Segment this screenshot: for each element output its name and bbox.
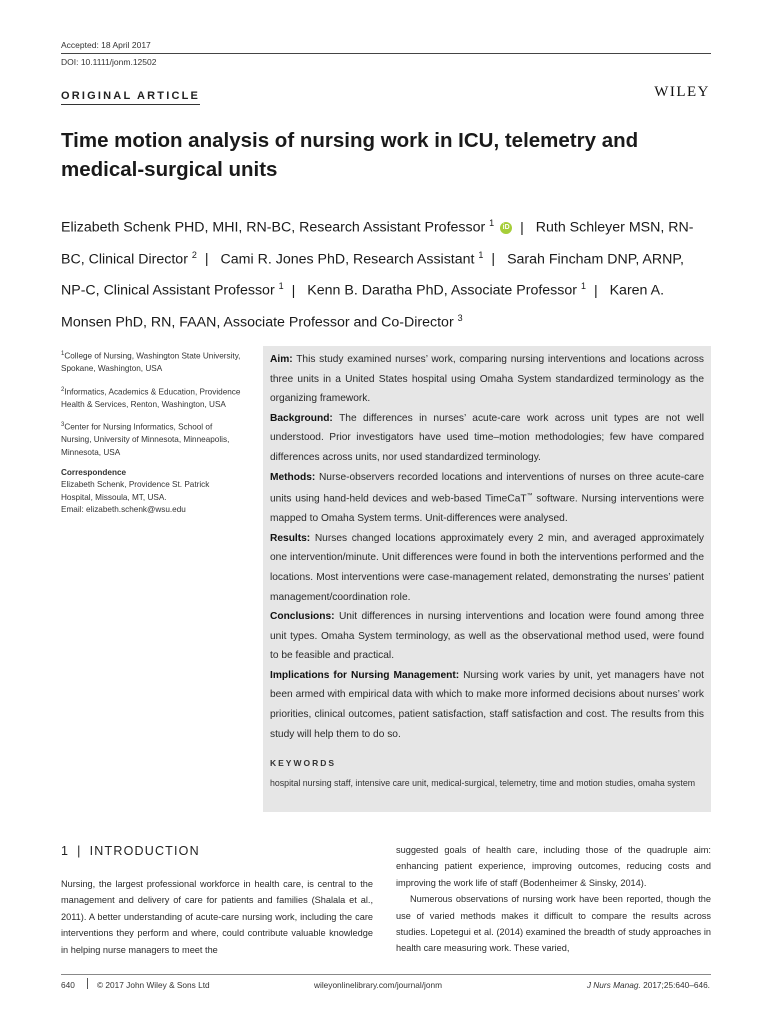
author-separator: | — [491, 251, 496, 268]
abstract-implications-heading: Implications for Nursing Management: — [270, 669, 460, 681]
abstract-conclusions-heading: Conclusions: — [270, 611, 335, 623]
correspondence-email[interactable]: Email: elizabeth.schenk@wsu.edu — [61, 505, 186, 515]
abstract-aim-text: This study examined nurses’ work, comparing nursing interventions and locations across three units in a United States hospital using Omaha System standardized terminology as the organizing framework. — [270, 354, 704, 405]
author-affiliation-mark: 2 — [191, 249, 197, 260]
citation-details: 2017;25:640–646. — [640, 980, 710, 990]
doi: DOI: 10.1111/jonm.12502 — [61, 57, 157, 67]
body-paragraph: Numerous observations of nursing work have been reported, though the use of varied methods makes it difficult to compare the results across studies. Lopetegui et al. (2014) examined the breadth of study approaches in health care measuring work. These varied, — [396, 894, 711, 954]
abstract-background-heading: Background: — [270, 412, 333, 424]
correspondence-block — [61, 467, 241, 517]
keywords-heading: KEYWORDS — [270, 758, 337, 768]
abstract-results-text: Nurses changed locations approximately every 2 min, and averaged approximately one intervention/minute. Unit differences were found in both the interventions performed and the locations. Most interventions were case-management related, demonstrating the nurses’ patient management/coordination role. — [270, 532, 704, 603]
body-column-left — [61, 876, 373, 958]
author-affiliation-mark: 3 — [457, 313, 463, 324]
section-number: 1 — [61, 844, 70, 858]
abstract-implications-text: Nursing work varies by unit, yet managers have not been armed with empirical data with which to make more informed decisions about nurses’ work priorities, clinical outcomes, patient satisfaction, staff satisfaction and cost. The results from this study will help them to do so. — [270, 669, 704, 740]
abstract-methods-text: Nurse-observers recorded locations and interventions of nurses on three acute-care units using hand-held devices and web-based TimeCaT — [270, 471, 704, 505]
abstract-conclusions — [270, 607, 704, 666]
accepted-date: Accepted: 18 April 2017 — [61, 40, 151, 50]
footer-rule — [61, 974, 711, 975]
orcid-icon[interactable]: iD — [500, 222, 512, 234]
abstract-methods-heading: Methods: — [270, 471, 316, 483]
affiliation-text: Informatics, Academics & Education, Providence Health & Services, Renton, Washington, USA — [61, 387, 241, 409]
body-paragraph: Nursing, the largest professional workforce in health care, is central to the management and delivery of care for patients and families (Shalala et al., 2011). A better understanding of acute-care nursing work, including the care interventions they perform and where, could contribute valuable knowledge in helping nurse managers to meet the — [61, 879, 373, 955]
author-affiliation-mark: 1 — [489, 218, 495, 228]
affiliation — [61, 419, 241, 459]
author-separator: | — [520, 219, 524, 236]
affiliation-text: Center for Nursing Informatics, School of Nursing, University of Minnesota, Minneapolis, Minnesota, USA — [61, 422, 230, 457]
section-title: INTRODUCTION — [89, 844, 200, 858]
author-name: Karen A. Monsen PhD, RN, FAAN, Associate Professor and Co-Director — [61, 283, 665, 331]
author-affiliation-mark: 1 — [278, 281, 284, 292]
page-number: 640 — [61, 980, 75, 990]
author-separator: | — [291, 283, 296, 300]
abstract-methods-text-cont: software. Nursing interventions were mapped to Omaha System terms. Unit-differences were analysed. — [270, 493, 705, 525]
body-column-right — [396, 842, 711, 957]
author-name: Ruth Schleyer MSN, RN-BC, Clinical Director — [61, 219, 694, 268]
publisher-logo: WILEY — [654, 84, 710, 100]
author-name: Cami R. Jones PhD, Research Assistant — [220, 251, 475, 268]
abstract-background — [270, 409, 704, 468]
abstract-results-heading: Results: — [270, 532, 311, 544]
article-type-label: ORIGINAL ARTICLE — [61, 90, 200, 105]
section-separator: | — [77, 844, 82, 858]
abstract-implications — [270, 666, 704, 744]
author-separator: | — [204, 251, 209, 268]
body-paragraph: suggested goals of health care, including those of the quadruple aim: enhancing patient experience, improving outcomes, reducing costs and improving the work life of staff (Bodenheimer & Sinsky, 2014). — [396, 845, 711, 888]
correspondence-address: Elizabeth Schenk, Providence St. Patrick Hospital, Missoula, MT, USA. — [61, 480, 210, 502]
affiliation-text: College of Nursing, Washington State University, Spokane, Washington, USA — [61, 351, 241, 374]
paper-title: Time motion analysis of nursing work in ICU, telemetry and medical-surgical units — [61, 129, 639, 181]
correspondence-heading: Correspondence — [61, 468, 127, 478]
abstract-aim — [270, 350, 704, 409]
abstract-methods — [270, 468, 704, 529]
section-heading — [61, 844, 200, 858]
keywords-list: hospital nursing staff, intensive care unit, medical-surgical, telemetry, time and motion studies, omaha system — [270, 778, 696, 788]
trademark-mark: ™ — [526, 493, 533, 500]
author-name: Elizabeth Schenk PHD, MHI, RN-BC, Research Assistant Professor — [61, 219, 486, 236]
journal-url[interactable]: wileyonlinelibrary.com/journal/jonm — [314, 980, 443, 990]
author-list — [61, 210, 711, 337]
copyright: © 2017 John Wiley & Sons Ltd — [97, 980, 210, 990]
affiliations-column — [61, 348, 241, 517]
journal-name: J Nurs Manag. — [586, 980, 641, 990]
author-separator: | — [593, 283, 598, 300]
affiliation-number: 1 — [61, 351, 65, 357]
abstract-background-text: The differences in nurses’ acute-care work across unit types are not well understood. Prior investigators have used time–motion methodologies; few have compared differences across units, nor used standardized terminology. — [270, 412, 704, 463]
affiliation-number: 2 — [61, 386, 65, 393]
footer-divider — [87, 978, 88, 989]
author-name: Kenn B. Daratha PhD, Associate Professor — [307, 283, 577, 300]
abstract-results — [270, 529, 704, 607]
journal-citation — [587, 980, 710, 990]
affiliation — [61, 348, 241, 376]
author-name: Sarah Fincham DNP, ARNP, NP-C, Clinical Assistant Professor — [61, 251, 684, 300]
abstract-body — [270, 350, 704, 744]
author-affiliation-mark: 1 — [580, 281, 586, 292]
abstract-conclusions-text: Unit differences in nursing interventions and location were found among three unit types. Omaha System terminology, as well as the observational method used, were found to be feasible and practical. — [270, 611, 704, 662]
affiliation-number: 3 — [61, 422, 65, 429]
header-rule — [61, 53, 711, 54]
author-affiliation-mark: 1 — [478, 249, 484, 260]
abstract-box — [263, 346, 711, 812]
affiliation — [61, 384, 241, 412]
abstract-aim-heading: Aim: — [270, 354, 293, 365]
